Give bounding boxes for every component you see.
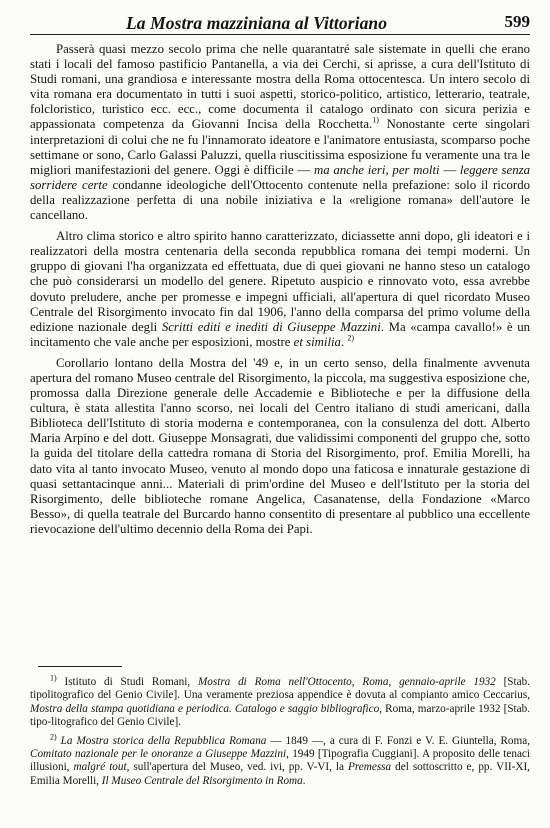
italic-text: Comitato nazionale per le onoranze a Giuseppe Mazzini — [30, 748, 287, 761]
footnote-ref: 2) — [50, 731, 57, 741]
italic-text: leggere senza sorridere certe — [30, 162, 530, 192]
footnote — [30, 731, 530, 789]
text-run: Istituto di Studi Romani, — [56, 676, 198, 688]
text-run: Corollario lontano della Mostra del '49 e, in un certo senso, della finalmente avvenuta apertura del romano Museo centrale del Risorgimento, la piccola, ma suggestiva esposizione che, promossa dalla Direzione generale delle Accademie e Biblioteche e per la diffusione della cultura, è stata allestita l'anno scorso, nei locali del Centro italiano di studi americani, dalla Biblioteca dell'Istituto di storia moderna e contemporanea, con la consulenza del dott. Alberto Maria Arpino e del dott. Giuseppe Monsagrati, due validissimi componenti del gruppo che, sotto la guida del titolare della cattedra romana di Storia del Risorgimento, prof. Emilia Morelli, ha dato vita al tanto invocato Museo, venuto al mondo dopo una faticosa e innaturale gestazione di quasi settantacinque anni... Materiali di prim'ordine del Museo e dell'Istituto per la storia del Risorgimento, delle biblioteche romane Angelica, Casanatense, della Fondazione «Marco Besso», di quella teatrale del Burcardo hanno consentito di presentare al pubblico una eccellente rievocazione dell'ultimo decennio della Roma dei Papi. — [30, 355, 530, 536]
text-run: [Stab. tipolitografico del Genio Civile]. Una veramente preziosa appendice è dovuta al compianto amico Ceccarius, — [30, 676, 530, 702]
text-run: — 1849 —, a cura di F. Fonzi e V. E. Giuntella, Roma, — [266, 734, 530, 747]
paragraph — [30, 229, 530, 350]
text-run: . Ma «campa cavallo!» è un incitamento che vale anche per esposizioni, mostre — [30, 319, 530, 349]
footnote-ref: 1) — [372, 116, 379, 126]
running-title: La Mostra mazziniana al Vittoriano — [126, 13, 388, 33]
text-run: del sottoscritto e, pp. VII-XI, Emilia Morelli, — [30, 761, 530, 787]
paragraph — [30, 356, 530, 537]
italic-text: Scritti editi e inediti di Giuseppe Mazzini — [161, 319, 381, 334]
text-run: . — [302, 774, 306, 787]
text-run: Nonostante certe singolari interpretazioni di colui che ne fu l'innamorato ideatore e l'animatore entusiasta, scomparso poche settimane or sono, Carlo Galassi Paluzzi, quella riuscitissima esposizione fu veramente una tra le migliori manifestazioni del genere. Oggi è difficile — — [30, 117, 530, 177]
text-run: — — [439, 162, 460, 177]
italic-text: Premessa — [348, 761, 392, 774]
text-run: Passerà quasi mezzo secolo prima che nelle quarantatré sale sistemate in quelli che erano stati i locali del famoso pastificio Pantanella, a via dei Cerchi, si aprisse, a cura dell'Istituto di Studi romani, una grandiosa e interessante mostra della Roma ottocentesca. Un intero secolo di vita romana era documentato in tutti i suoi aspetti, storico-politico, artistico, letterario, teatrale, folcloristico, turistico ecc. ecc., come documenta il catalogo ordinato con sicura perizia e appassionata competenza da Giovanni Incisa della Rocchetta. — [30, 42, 530, 132]
text-run: , 1949 [Tipografia Cuggiani]. A proposito delle tenaci illusioni, — [30, 748, 530, 774]
text-run: condanne ideologiche dell'Ottocento contenute nella prefazione: solo il ricordo della realizzazione perfetta di una nobile iniziativa e la «religione romana» dell'autore le cancellano. — [30, 177, 530, 223]
italic-text: Mostra di Roma nell'Ottocento, Roma, gennaio-aprile 1932 — [197, 676, 496, 688]
italic-text: La Mostra storica della Repubblica Romana — [60, 734, 267, 747]
footnotes — [30, 673, 531, 793]
footnote-separator — [38, 666, 122, 667]
text-run: , Roma, marzo-aprile 1932 [Stab. tipo-litografico del Genio Civile]. — [30, 702, 531, 729]
footnote-ref: 1) — [50, 673, 57, 683]
footnote — [30, 673, 531, 730]
page-number: 599 — [504, 12, 530, 31]
italic-text: Mostra della stampa quotidiana e periodica. Catalogo e saggio bibliografico — [30, 702, 380, 715]
running-header — [30, 10, 530, 35]
body-text — [30, 42, 530, 537]
text-run: . — [340, 334, 348, 349]
italic-text: Il Museo Centrale del Risorgimento in Roma — [101, 774, 303, 787]
italic-text: malgré tout — [73, 761, 127, 774]
text-run: , sull'apertura del Museo, ved. ivi, pp. V-VI, la — [126, 761, 349, 774]
italic-text: ma anche ieri, per molti — [313, 162, 440, 177]
paragraph — [30, 42, 530, 223]
footnote-ref: 2) — [347, 333, 355, 343]
italic-text: et similia — [293, 334, 341, 349]
text-run: Altro clima storico e altro spirito hanno caratterizzato, diciassette anni dopo, gli ideatori e i realizzatori della mostra centenaria della seconda repubblica romana dei tempi moderni. Un gruppo di giovani l'ha organizzata ed effettuata, due di quei giovani ne hanno steso un catalogo che può considerarsi un modello del genere. Ripetuto auspicio e rinnovato voto, essa avrebbe dovuto preludere, anche per promesse e impegni ufficiali, all'apertura di quel ricordato Museo Centrale del Risorgimento invocato fin dal 1906, l'anno della comparsa del primo volume della edizione nazionale degli — [30, 229, 530, 334]
